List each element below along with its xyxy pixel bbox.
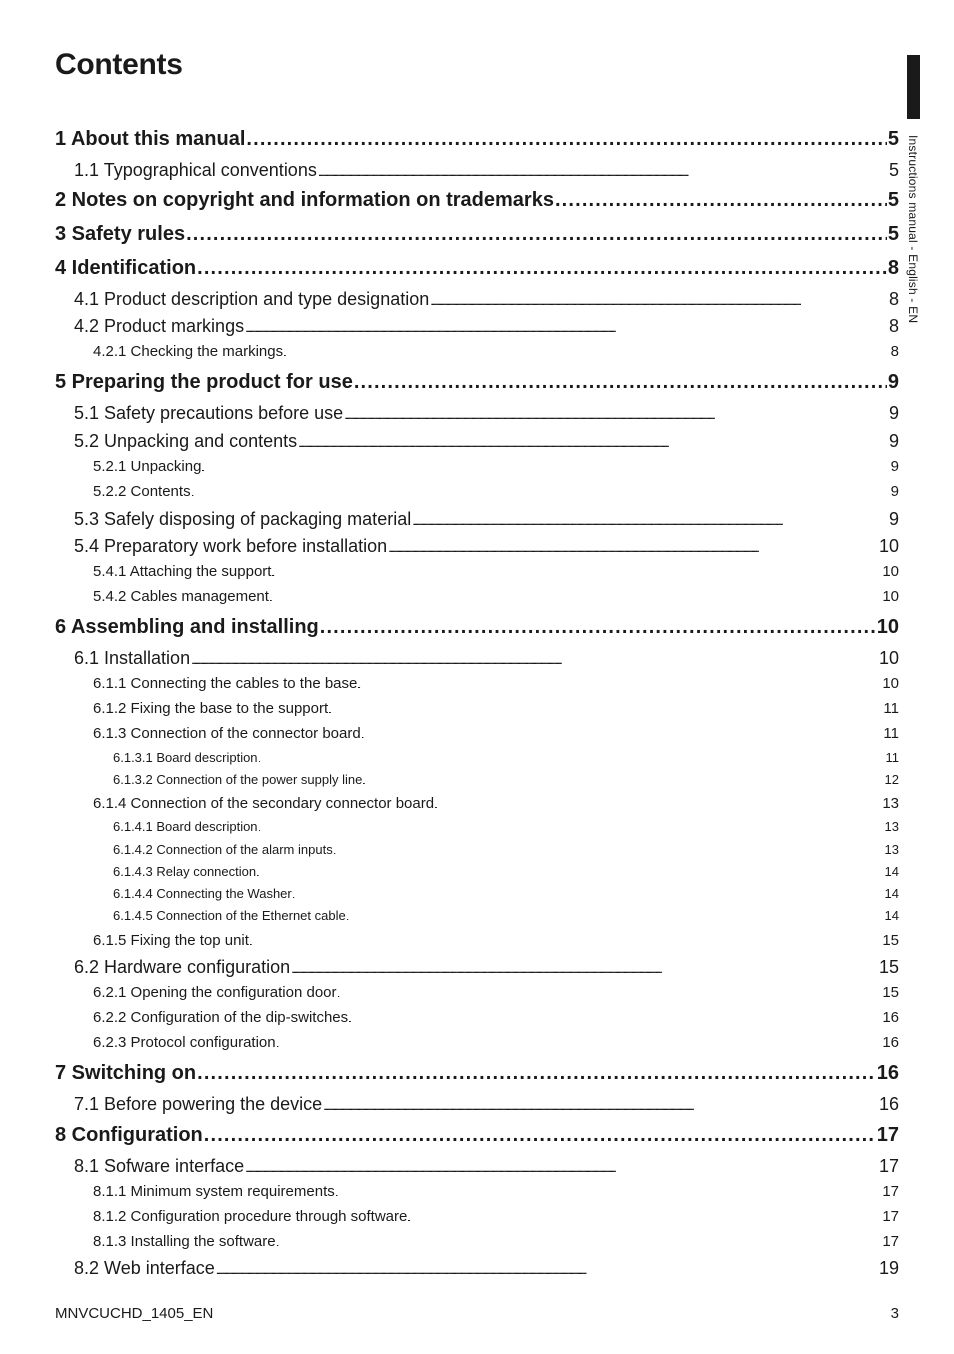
toc-entry-page: 8 [888,289,899,309]
toc-dot-leader [277,1233,882,1250]
toc-dot-leader [320,616,876,639]
toc-dot-leader [408,1208,881,1225]
toc-entry[interactable] [93,932,899,952]
toc-dot-leader [197,257,887,280]
toc-entry-title: 6.1 Installation [74,648,191,668]
toc-entry-title: 8 Configuration [55,1124,203,1146]
toc-entry[interactable] [93,984,899,1004]
toc-entry[interactable] [93,343,899,363]
toc-entry[interactable] [74,536,899,559]
toc-entry-title: 6.1.1 Connecting the cables to the base [93,675,358,692]
toc-entry[interactable] [74,509,899,532]
toc-entry[interactable] [113,819,899,837]
toc-dot-leader [245,316,888,337]
toc-dot-leader [318,160,888,181]
toc-entry-page: 15 [878,957,899,977]
toc-entry-title: 8.1.1 Minimum system requirements [93,1183,335,1200]
toc-entry-title: 6.2.2 Configuration of the dip-switches [93,1009,349,1026]
toc-entry[interactable] [93,1208,899,1228]
toc-entry-title: 5.4.2 Cables management [93,588,269,605]
toc-dot-leader [323,1094,878,1115]
toc-entry-title: 6.2.1 Opening the configuration door [93,984,337,1001]
toc-entry-title: 6.1.4.2 Connection of the alarm inputs [113,842,333,857]
toc-entry[interactable] [74,289,899,312]
toc-entry-title: 8.1 Sofware interface [74,1156,245,1176]
toc-dot-leader [349,1009,881,1026]
toc-entry[interactable] [113,886,899,904]
toc-entry-page: 9 [888,431,899,451]
toc-entry-page: 17 [878,1156,899,1176]
toc-entry[interactable] [74,648,899,671]
toc-entry-page: 16 [882,1034,899,1051]
toc-entry-title: 2 Notes on copyright and information on trademarks [55,189,554,211]
toc-dot-leader [259,750,885,765]
toc-dot-leader [197,1062,876,1085]
toc-dot-leader [250,932,881,949]
toc-entry-page: 9 [887,371,899,393]
toc-dot-leader [216,1258,878,1279]
toc-entry-page: 10 [878,536,899,556]
toc-entry-page: 16 [882,1009,899,1026]
toc-entry-title: 6.2 Hardware configuration [74,957,291,977]
toc-dot-leader [336,1183,882,1200]
toc-entry[interactable] [113,750,899,768]
toc-dot-leader [259,819,884,834]
toc-entry-title: 6.1.5 Fixing the top unit [93,932,249,949]
page-title: Contents [55,48,183,81]
toc-entry[interactable] [74,957,899,980]
toc-entry[interactable] [93,1183,899,1203]
toc-entry-title: 6.1.3 Connection of the connector board [93,725,361,742]
toc-entry[interactable] [55,616,899,642]
toc-entry[interactable] [93,725,899,745]
toc-entry-page: 9 [890,483,899,500]
toc-entry-page: 15 [882,932,899,949]
toc-entry-page: 16 [876,1062,899,1084]
toc-entry-title: 5 Preparing the product for use [55,371,353,393]
toc-entry-page: 9 [888,403,899,423]
toc-entry[interactable] [113,908,899,926]
toc-dot-leader [435,795,881,812]
toc-dot-leader [430,289,888,310]
toc-entry-page: 9 [888,509,899,529]
toc-entry[interactable] [74,431,899,454]
toc-dot-leader [277,1034,882,1051]
toc-entry-page: 5 [887,223,899,245]
toc-entry-page: 13 [884,842,899,857]
toc-dot-leader [363,772,883,787]
toc-entry[interactable] [55,223,899,249]
toc-entry-title: 6.1.4.3 Relay connection [113,864,257,879]
toc-entry[interactable] [55,128,899,154]
toc-entry[interactable] [55,1124,899,1150]
toc-dot-leader [298,431,888,452]
toc-dot-leader [245,1156,878,1177]
toc-entry-page: 8 [887,257,899,279]
toc-entry-title: 5.3 Safely disposing of packaging material [74,509,412,529]
toc-entry[interactable] [74,1156,899,1179]
toc-entry[interactable] [74,1258,899,1281]
toc-entry-page: 8 [890,343,899,360]
toc-dot-leader [204,1124,876,1147]
toc-entry[interactable] [55,189,899,215]
toc-entry[interactable] [113,772,899,790]
toc-entry-page: 14 [884,908,899,923]
toc-dot-leader [329,700,882,717]
toc-dot-leader [293,886,884,901]
toc-entry[interactable] [113,864,899,882]
toc-dot-leader [338,984,882,1001]
toc-entry-title: 5.2.2 Contents [93,483,191,500]
toc-dot-leader [334,842,884,857]
toc-entry-page: 11 [883,700,899,717]
footer-page-number: 3 [890,1305,899,1322]
toc-entry-page: 17 [882,1183,899,1200]
toc-entry-page: 13 [882,795,899,812]
toc-entry[interactable] [74,403,899,426]
toc-entry[interactable] [93,795,899,815]
toc-entry[interactable] [93,700,899,720]
toc-entry-page: 15 [882,984,899,1001]
toc-entry-title: 8.2 Web interface [74,1258,215,1278]
toc-entry-page: 12 [884,772,899,787]
toc-entry-page: 9 [890,458,899,475]
toc-dot-leader [257,864,883,879]
toc-entry-title: 6.1.3.2 Connection of the power supply line [113,772,363,787]
toc-entry-page: 5 [887,189,899,211]
toc-entry-page: 10 [882,563,899,580]
toc-entry-title: 1 About this manual [55,128,246,150]
toc-entry-page: 16 [878,1094,899,1114]
toc-entry-page: 11 [883,725,899,742]
footer-doc-code: MNVCUCHD_1405_EN [55,1305,214,1322]
toc-entry-title: 6.1.2 Fixing the base to the support [93,700,329,717]
toc-dot-leader [388,536,878,557]
toc-entry-title: 4 Identification [55,257,197,279]
toc-entry[interactable] [93,563,899,583]
toc-dot-leader [246,128,886,151]
toc-entry[interactable] [93,588,899,608]
toc-entry-title: 4.2 Product markings [74,316,245,336]
toc-entry-page: 17 [882,1208,899,1225]
toc-entry-title: 6.1.4.1 Board description [113,819,258,834]
toc-dot-leader [270,588,881,605]
toc-entry-page: 19 [878,1258,899,1278]
toc-dot-leader [354,371,887,394]
toc-dot-leader [291,957,878,978]
toc-entry-title: 5.2.1 Unpacking [93,458,202,475]
toc-entry-title: 5.4 Preparatory work before installation [74,536,388,556]
toc-entry-title: 6.1.3.1 Board description [113,750,258,765]
toc-entry[interactable] [74,1094,899,1117]
toc-entry[interactable] [93,483,899,503]
toc-entry-page: 11 [885,750,899,765]
toc-entry-page: 10 [882,675,899,692]
toc-entry[interactable] [93,1009,899,1029]
toc-dot-leader [555,189,887,212]
toc-entry-title: 6.1.4 Connection of the secondary connector board [93,795,435,812]
toc-entry[interactable] [93,675,899,695]
toc-entry-page: 8 [888,316,899,336]
toc-entry[interactable] [74,316,899,339]
toc-entry-title: 6.2.3 Protocol configuration [93,1034,276,1051]
toc-dot-leader [192,483,890,500]
toc-entry-title: 6.1.4.5 Connection of the Ethernet cable [113,908,346,923]
toc-dot-leader [272,563,881,580]
toc-entry[interactable] [55,1062,899,1088]
toc-entry[interactable] [74,160,899,183]
toc-entry[interactable] [55,257,899,283]
toc-entry-page: 5 [887,128,899,150]
toc-entry-title: 7.1 Before powering the device [74,1094,323,1114]
toc-entry-title: 5.4.1 Attaching the support [93,563,272,580]
toc-entry-page: 10 [882,588,899,605]
toc-entry[interactable] [93,1233,899,1253]
toc-entry-page: 5 [888,160,899,180]
toc-entry[interactable] [55,371,899,397]
toc-dot-leader [202,458,889,475]
toc-entry-title: 7 Switching on [55,1062,197,1084]
toc-entry[interactable] [93,458,899,478]
toc-entry-title: 8.1.2 Configuration procedure through software [93,1208,408,1225]
toc-dot-leader [358,675,881,692]
toc-entry-title: 6.1.4.4 Connecting the Washer [113,886,292,901]
toc-entry[interactable] [113,842,899,860]
toc-entry-page: 13 [884,819,899,834]
toc-dot-leader [186,223,887,246]
toc-entry[interactable] [93,1034,899,1054]
toc-entry-title: 3 Safety rules [55,223,186,245]
toc-entry-page: 10 [876,616,899,638]
toc-entry-page: 14 [884,864,899,879]
toc-entry-page: 10 [878,648,899,668]
toc-entry-title: 4.2.1 Checking the markings [93,343,284,360]
side-label: Instructions manual - English - EN [906,135,920,324]
toc-dot-leader [191,648,878,669]
toc-entry-title: 1.1 Typographical conventions [74,160,317,180]
toc-dot-leader [284,343,890,360]
toc-entry-title: 4.1 Product description and type designation [74,289,430,309]
toc-dot-leader [362,725,883,742]
toc-entry-title: 6 Assembling and installing [55,616,319,638]
toc-dot-leader [344,403,888,424]
toc-entry-page: 17 [876,1124,899,1146]
toc-dot-leader [412,509,888,530]
toc-entry-title: 5.1 Safety precautions before use [74,403,344,423]
toc-entry-title: 5.2 Unpacking and contents [74,431,298,451]
toc-entry-page: 14 [884,886,899,901]
toc-entry-page: 17 [882,1233,899,1250]
toc-dot-leader [347,908,884,923]
toc-entry-title: 8.1.3 Installing the software [93,1233,276,1250]
